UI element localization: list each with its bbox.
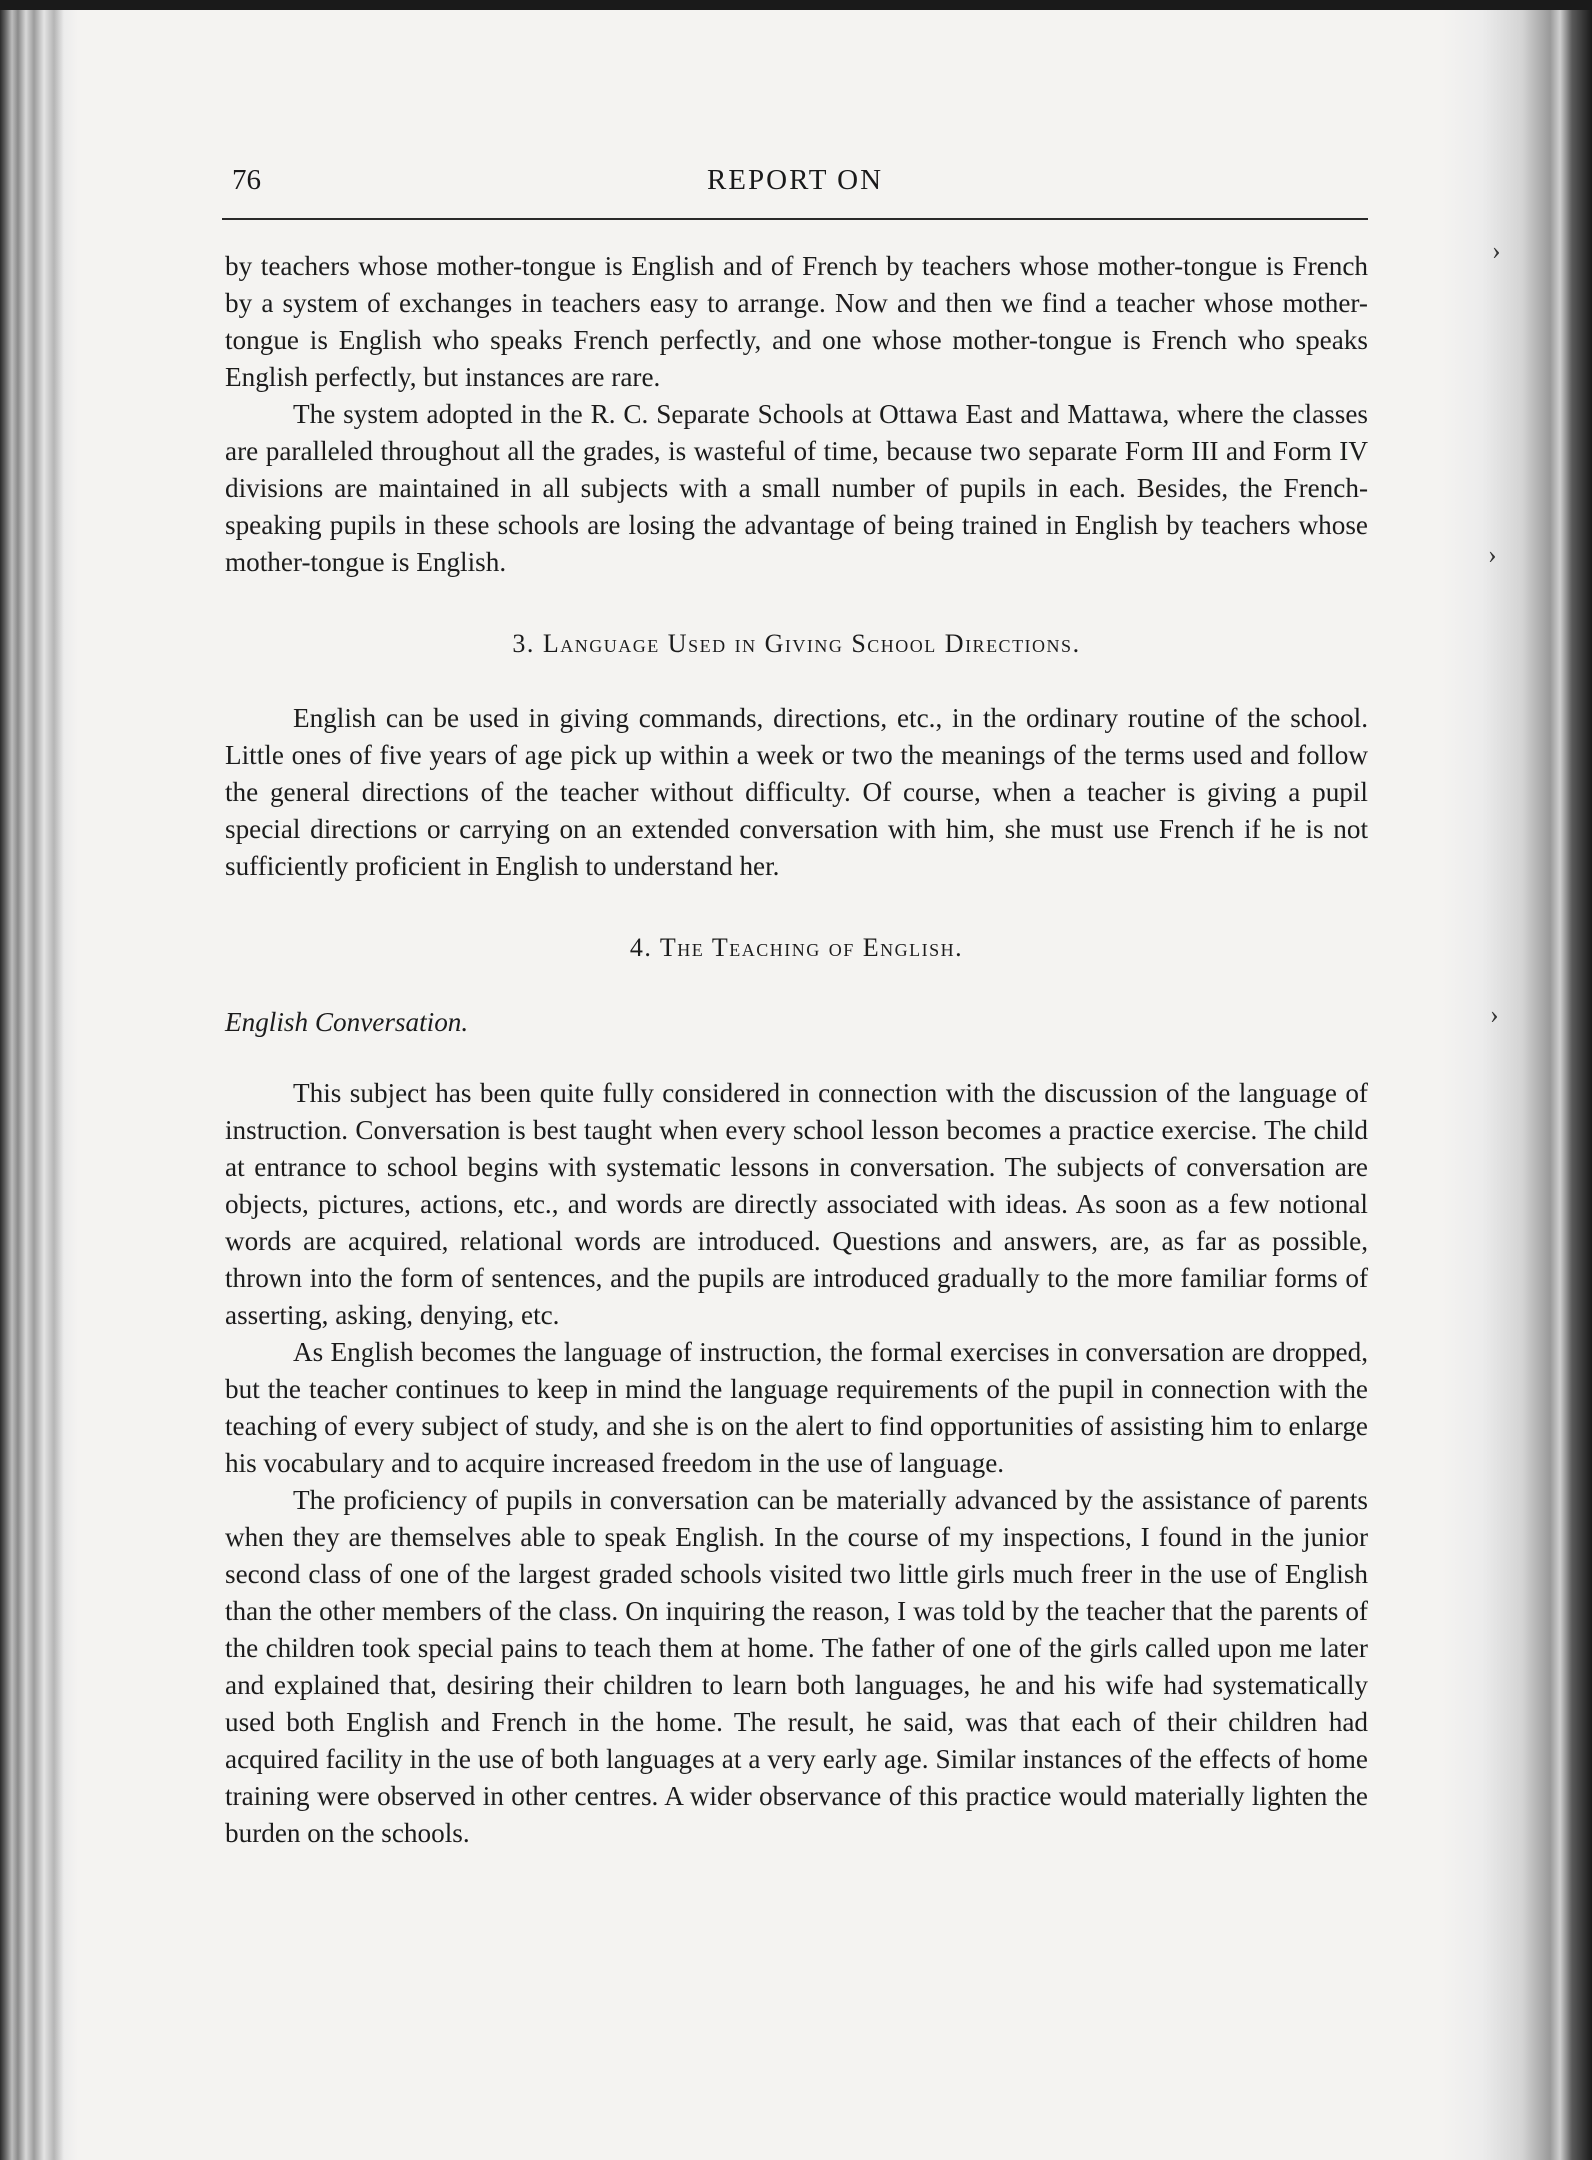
book-gutter-right <box>1442 10 1592 2160</box>
paragraph: The system adopted in the R. C. Separate Schools at Ottawa East and Mattawa, where the classes are paralleled throughout all the grades, is wasteful of time, because two separate Form III and Form IV divisions are maintained in all subjects with a small number of pupils in each. Besides, the French-speaking pupils in these schools are losing the advantage of being trained in English by teachers whose mother-tongue is English. <box>225 399 1368 577</box>
margin-mark: › <box>1488 540 1497 569</box>
page-header <box>222 158 1368 220</box>
paragraph: English can be used in giving commands, directions, etc., in the ordinary routine of the school. Little ones of five years of age pick up within a week or two the meanings of the terms used and follow the general directions of the teacher without difficulty. Of course, when a teacher is giving a pupil special directions or carrying on an extended conversation with him, she must use French if he is not sufficiently proficient in English to understand her. <box>225 703 1368 881</box>
page-number: 76 <box>232 164 261 196</box>
subsection-heading: English Conversation. <box>225 1007 469 1037</box>
running-head: REPORT ON <box>706 164 884 196</box>
page-body <box>225 248 1368 1852</box>
scanned-page <box>0 10 1592 2160</box>
paragraph: by teachers whose mother-tongue is English and of French by teachers whose mother-tongue is French by a system of exchanges in teachers easy to arrange. Now and then we find a teacher whose mother-tongue is English who speaks French perfectly, and one whose mother-tongue is French who speaks English perfectly, but instances are rare. <box>225 251 1368 392</box>
section-heading: 4. The Teaching of English. <box>629 933 964 962</box>
book-binding-left <box>0 10 78 2160</box>
paragraph: The proficiency of pupils in conversation can be materially advanced by the assistance of parents when they are themselves able to speak English. In the course of my inspections, I found in the junior second class of one of the largest graded schools visited two little girls much freer in the use of English than the other members of the class. On inquiring the reason, I was told by the teacher that the parents of the children took special pains to teach them at home. The father of one of the girls called upon me later and explained that, desiring their children to learn both languages, he and his wife had systematically used both English and French in the home. The result, he said, was that each of their children had acquired facility in the use of both languages at a very early age. Similar instances of the effects of home training were observed in other centres. A wider observance of this practice would materially lighten the burden on the schools. <box>225 1485 1368 1848</box>
paragraph: As English becomes the language of instruction, the formal exercises in conversation are dropped, but the teacher continues to keep in mind the language requirements of the pupil in connection with the teaching of every subject of study, and she is on the alert to find opportunities of assisting him to enlarge his vocabulary and to acquire increased freedom in the use of language. <box>225 1337 1368 1478</box>
margin-mark: › <box>1490 1000 1499 1029</box>
margin-mark: › <box>1492 236 1501 265</box>
section-heading: 3. Language Used in Giving School Directions. <box>512 629 1081 658</box>
paragraph: This subject has been quite fully considered in connection with the discussion of the language of instruction. Conversation is best taught when every school lesson becomes a practice exercise. The child at entrance to school begins with systematic lessons in conversation. The subjects of conversation are objects, pictures, actions, etc., and words are directly associated with ideas. As soon as a few notional words are acquired, relational words are introduced. Questions and answers, are, as far as possible, thrown into the form of sentences, and the pupils are introduced gradually to the more familiar forms of asserting, asking, denying, etc. <box>225 1078 1368 1330</box>
